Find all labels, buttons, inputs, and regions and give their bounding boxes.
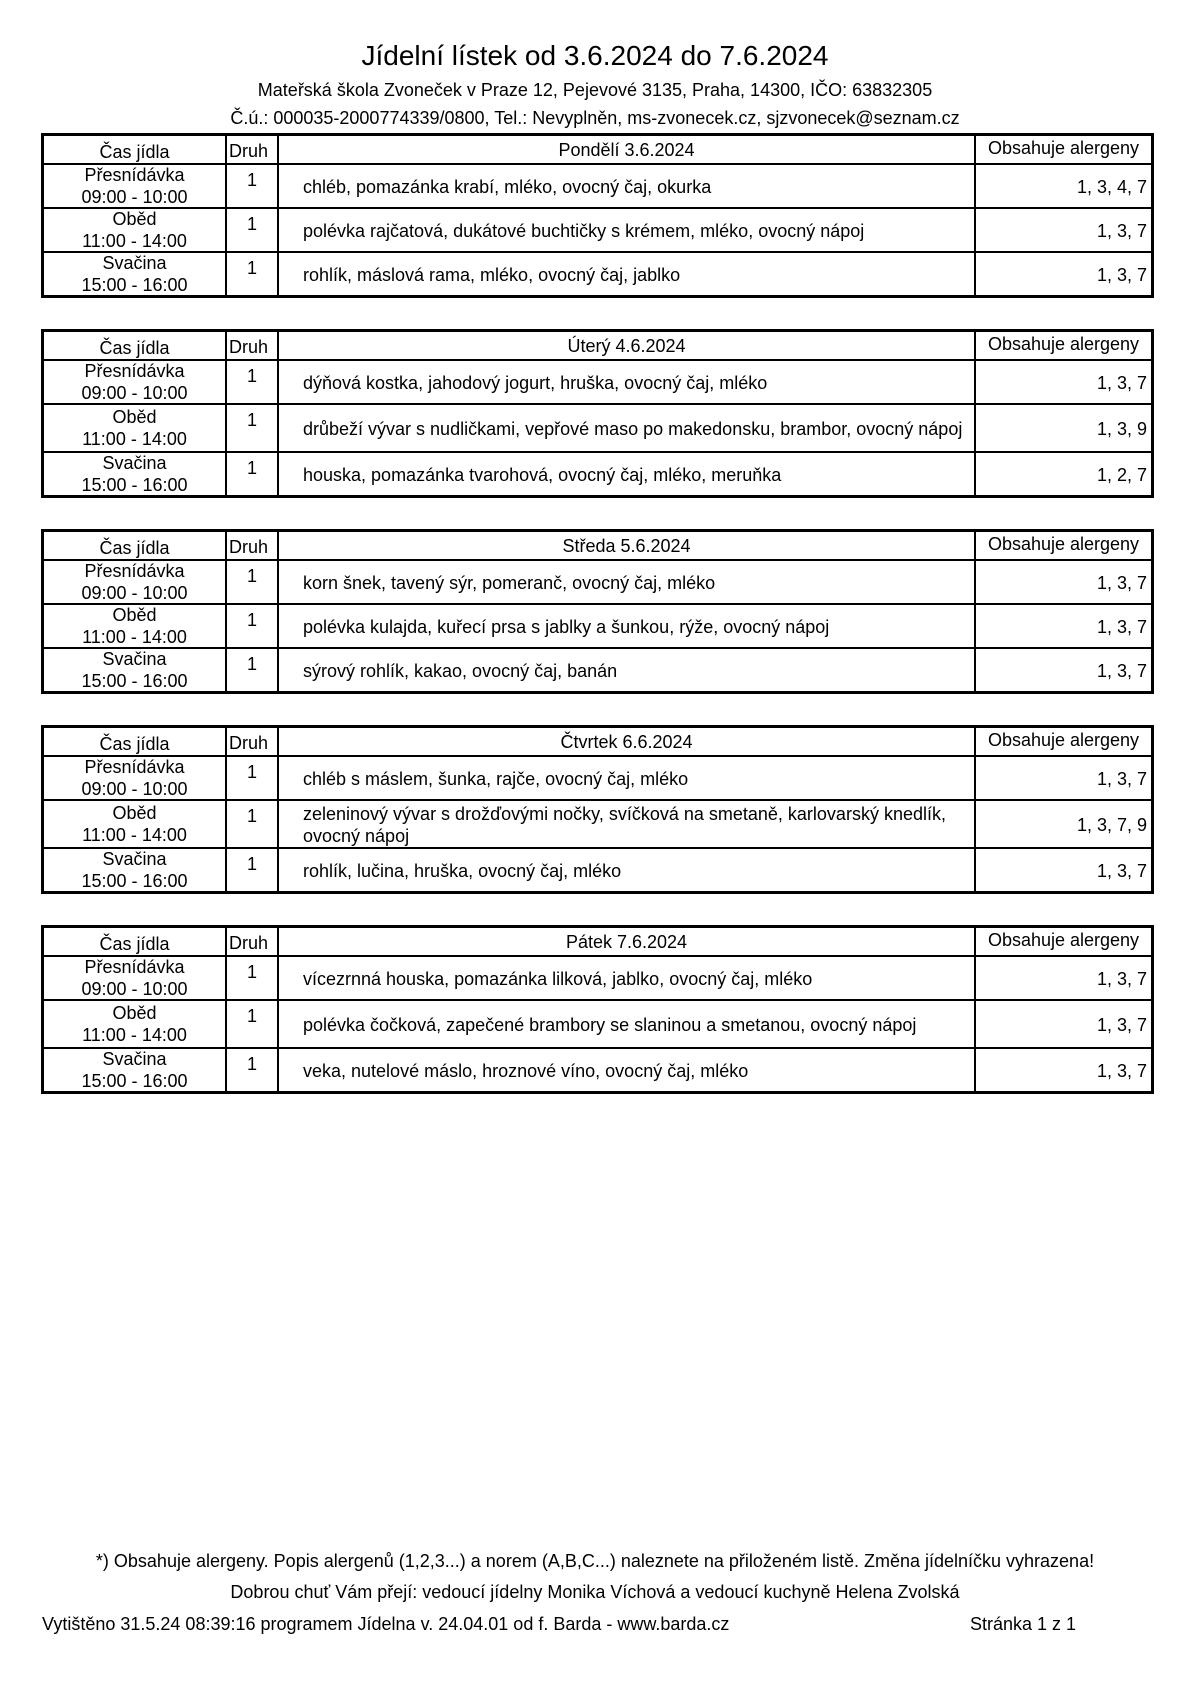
day-table	[41, 725, 1154, 894]
meal-allergens: 1, 3, 7	[1096, 617, 1147, 637]
meal-menu-text: rohlík, lučina, hruška, ovocný čaj, mléko	[303, 861, 622, 881]
meal-menu-text: polévka čočková, zapečené brambory se slaninou a smetanou, ovocný nápoj	[303, 1015, 917, 1035]
meal-allergens: 1, 3, 7	[1096, 1061, 1147, 1081]
meal-menu	[279, 165, 976, 207]
meal-menu	[279, 209, 976, 251]
day-name: Úterý 4.6.2024	[279, 332, 976, 359]
meal-name: Oběd	[112, 1003, 157, 1023]
meal-time-cell	[44, 605, 227, 647]
col-header-allergens: Obsahuje alergeny	[987, 334, 1140, 354]
meal-type: 1	[227, 1001, 279, 1047]
meal-menu-text: zeleninový vývar s drožďovými nočky, svíčková na smetaně, karlovarský knedlík, ovocný nápoj	[303, 804, 946, 846]
meal-name: Svačina	[102, 1049, 167, 1069]
meal-time: 15:00 - 16:00	[81, 871, 188, 891]
day-table	[41, 925, 1154, 1094]
meal-type: 1	[227, 649, 279, 691]
col-header-type: Druh	[227, 532, 279, 559]
school-info: Mateřská škola Zvoneček v Praze 12, Pejevové 3135, Praha, 14300, IČO: 63832305	[257, 80, 933, 100]
table-row	[44, 359, 1151, 403]
meal-time: 15:00 - 16:00	[81, 671, 188, 691]
meal-allergens: 1, 3, 7	[1096, 221, 1147, 241]
meal-menu	[279, 453, 976, 495]
day-name: Středa 5.6.2024	[279, 532, 976, 559]
meal-name: Svačina	[102, 453, 167, 473]
table-row	[44, 847, 1151, 891]
col-header-time: Čas jídla	[44, 928, 227, 955]
meal-name: Oběd	[112, 209, 157, 229]
meal-menu-text: dýňová kostka, jahodový jogurt, hruška, ovocný čaj, mléko	[303, 373, 768, 393]
meal-menu	[279, 757, 976, 799]
day-table	[41, 329, 1154, 498]
table-row	[44, 251, 1151, 295]
meal-name: Přesnídávka	[84, 561, 185, 581]
col-header-type: Druh	[227, 928, 279, 955]
meal-allergens: 1, 3, 4, 7	[1076, 177, 1147, 197]
meal-allergens: 1, 2, 7	[1096, 465, 1147, 485]
meal-type: 1	[227, 801, 279, 847]
greeting: Dobrou chuť Vám přejí: vedoucí jídelny Monika Víchová a vedoucí kuchyně Helena Zvolská	[230, 1582, 960, 1602]
meal-type: 1	[227, 957, 279, 999]
meal-time-cell	[44, 165, 227, 207]
meal-type: 1	[227, 849, 279, 891]
meal-name: Svačina	[102, 849, 167, 869]
table-row	[44, 755, 1151, 799]
meal-allergens: 1, 3, 7	[1096, 573, 1147, 593]
day-name: Pátek 7.6.2024	[279, 928, 976, 955]
meal-type: 1	[227, 757, 279, 799]
day-name: Pondělí 3.6.2024	[279, 136, 976, 163]
meal-menu	[279, 253, 976, 295]
table-row	[44, 163, 1151, 207]
table-row	[44, 603, 1151, 647]
meal-menu-text: sýrový rohlík, kakao, ovocný čaj, banán	[303, 661, 618, 681]
meal-menu	[279, 605, 976, 647]
meal-menu-text: chléb s máslem, šunka, rajče, ovocný čaj, mléko	[303, 769, 689, 789]
col-header-type: Druh	[227, 332, 279, 359]
meal-allergens: 1, 3, 7	[1096, 661, 1147, 681]
page-number: Stránka 1 z 1	[970, 1614, 1077, 1634]
col-header-allergens: Obsahuje alergeny	[987, 730, 1140, 750]
meal-name: Oběd	[112, 407, 157, 427]
day-name: Čtvrtek 6.6.2024	[279, 728, 976, 755]
meal-name: Přesnídávka	[84, 361, 185, 381]
table-header-row	[44, 136, 1151, 163]
col-header-allergens: Obsahuje alergeny	[987, 930, 1140, 950]
meal-time-cell	[44, 649, 227, 691]
meal-menu	[279, 561, 976, 603]
meal-menu-text: polévka kulajda, kuřecí prsa s jablky a šunkou, rýže, ovocný nápoj	[303, 617, 830, 637]
contact-info: Č.ú.: 000035-2000774339/0800, Tel.: Nevyplněn, ms-zvonecek.cz, sjzvonecek@seznam.cz	[230, 108, 960, 128]
table-row	[44, 1047, 1151, 1091]
page-title: Jídelní lístek od 3.6.2024 do 7.6.2024	[361, 40, 829, 71]
table-header-row	[44, 928, 1151, 955]
meal-time: 11:00 - 14:00	[82, 627, 187, 647]
meal-name: Svačina	[102, 253, 167, 273]
meal-time-cell	[44, 561, 227, 603]
meal-time-cell	[44, 1049, 227, 1091]
meal-menu	[279, 801, 976, 847]
meal-name: Přesnídávka	[84, 165, 185, 185]
meal-menu-text: korn šnek, tavený sýr, pomeranč, ovocný čaj, mléko	[303, 573, 716, 593]
meal-menu-text: rohlík, máslová rama, mléko, ovocný čaj, jablko	[303, 265, 681, 285]
meal-menu	[279, 405, 976, 451]
table-row	[44, 999, 1151, 1047]
day-table	[41, 133, 1154, 298]
meal-allergens: 1, 3, 7	[1096, 1015, 1147, 1035]
table-header-row	[44, 332, 1151, 359]
meal-menu-text: polévka rajčatová, dukátové buchtičky s krémem, mléko, ovocný nápoj	[303, 221, 865, 241]
meal-time-cell	[44, 849, 227, 891]
meal-menu-text: houska, pomazánka tvarohová, ovocný čaj, mléko, meruňka	[303, 465, 782, 485]
col-header-time: Čas jídla	[44, 532, 227, 559]
meal-allergens: 1, 3, 7	[1096, 265, 1147, 285]
table-row	[44, 403, 1151, 451]
allergen-note: *) Obsahuje alergeny. Popis alergenů (1,2,3...) a norem (A,B,C...) naleznete na přiloženém listě. Změna jídelníčku vyhrazena!	[95, 1551, 1095, 1571]
table-header-row	[44, 728, 1151, 755]
meal-time-cell	[44, 453, 227, 495]
meal-time: 09:00 - 10:00	[81, 383, 188, 403]
meal-menu	[279, 1049, 976, 1091]
meal-allergens: 1, 3, 7	[1096, 373, 1147, 393]
meal-time: 11:00 - 14:00	[82, 825, 187, 845]
table-row	[44, 559, 1151, 603]
meal-time: 09:00 - 10:00	[81, 187, 188, 207]
meal-type: 1	[227, 209, 279, 251]
table-row	[44, 451, 1151, 495]
meal-menu	[279, 649, 976, 691]
meal-time: 11:00 - 14:00	[82, 1025, 187, 1045]
meal-type: 1	[227, 453, 279, 495]
meal-menu	[279, 957, 976, 999]
meal-time: 11:00 - 14:00	[82, 429, 187, 449]
meal-allergens: 1, 3, 7, 9	[1076, 815, 1147, 835]
col-header-allergens: Obsahuje alergeny	[987, 138, 1140, 158]
meal-time-cell	[44, 253, 227, 295]
meal-allergens: 1, 3, 9	[1096, 419, 1147, 439]
table-header-row	[44, 532, 1151, 559]
meal-name: Přesnídávka	[84, 757, 185, 777]
meal-name: Svačina	[102, 649, 167, 669]
col-header-allergens: Obsahuje alergeny	[987, 534, 1140, 554]
meal-menu	[279, 849, 976, 891]
table-row	[44, 955, 1151, 999]
meal-type: 1	[227, 605, 279, 647]
col-header-type: Druh	[227, 136, 279, 163]
table-row	[44, 799, 1151, 847]
meal-menu-text: chléb, pomazánka krabí, mléko, ovocný čaj, okurka	[303, 177, 712, 197]
meal-type: 1	[227, 1049, 279, 1091]
table-row	[44, 207, 1151, 251]
meal-time-cell	[44, 757, 227, 799]
meal-time: 09:00 - 10:00	[81, 583, 188, 603]
meal-menu-text: veka, nutelové máslo, hroznové víno, ovocný čaj, mléko	[303, 1061, 749, 1081]
meal-name: Přesnídávka	[84, 957, 185, 977]
table-row	[44, 647, 1151, 691]
col-header-time: Čas jídla	[44, 332, 227, 359]
meal-time: 11:00 - 14:00	[82, 231, 187, 251]
meal-time-cell	[44, 209, 227, 251]
meal-allergens: 1, 3, 7	[1096, 969, 1147, 989]
meal-type: 1	[227, 405, 279, 451]
meal-type: 1	[227, 361, 279, 403]
meal-menu-text: vícezrnná houska, pomazánka lilková, jablko, ovocný čaj, mléko	[303, 969, 813, 989]
meal-time-cell	[44, 1001, 227, 1047]
col-header-time: Čas jídla	[44, 136, 227, 163]
day-table	[41, 529, 1154, 694]
meal-allergens: 1, 3, 7	[1096, 861, 1147, 881]
meal-allergens: 1, 3, 7	[1096, 769, 1147, 789]
meal-time-cell	[44, 801, 227, 847]
meal-menu	[279, 361, 976, 403]
printed-info: Vytištěno 31.5.24 08:39:16 programem Jídelna v. 24.04.01 od f. Barda - www.barda.cz	[42, 1614, 730, 1634]
col-header-type: Druh	[227, 728, 279, 755]
meal-time-cell	[44, 361, 227, 403]
meal-name: Oběd	[112, 605, 157, 625]
meal-time: 09:00 - 10:00	[81, 979, 188, 999]
meal-time-cell	[44, 957, 227, 999]
meal-time: 15:00 - 16:00	[81, 475, 188, 495]
col-header-time: Čas jídla	[44, 728, 227, 755]
meal-menu-text: drůbeží vývar s nudličkami, vepřové maso po makedonsku, brambor, ovocný nápoj	[303, 419, 963, 439]
meal-type: 1	[227, 253, 279, 295]
menu-days	[41, 133, 1154, 1125]
meal-menu	[279, 1001, 976, 1047]
meal-time: 15:00 - 16:00	[81, 275, 188, 295]
meal-time-cell	[44, 405, 227, 451]
meal-type: 1	[227, 561, 279, 603]
document-header	[0, 36, 1190, 132]
meal-time: 09:00 - 10:00	[81, 779, 188, 799]
meal-type: 1	[227, 165, 279, 207]
meal-time: 15:00 - 16:00	[81, 1071, 188, 1091]
meal-name: Oběd	[112, 803, 157, 823]
